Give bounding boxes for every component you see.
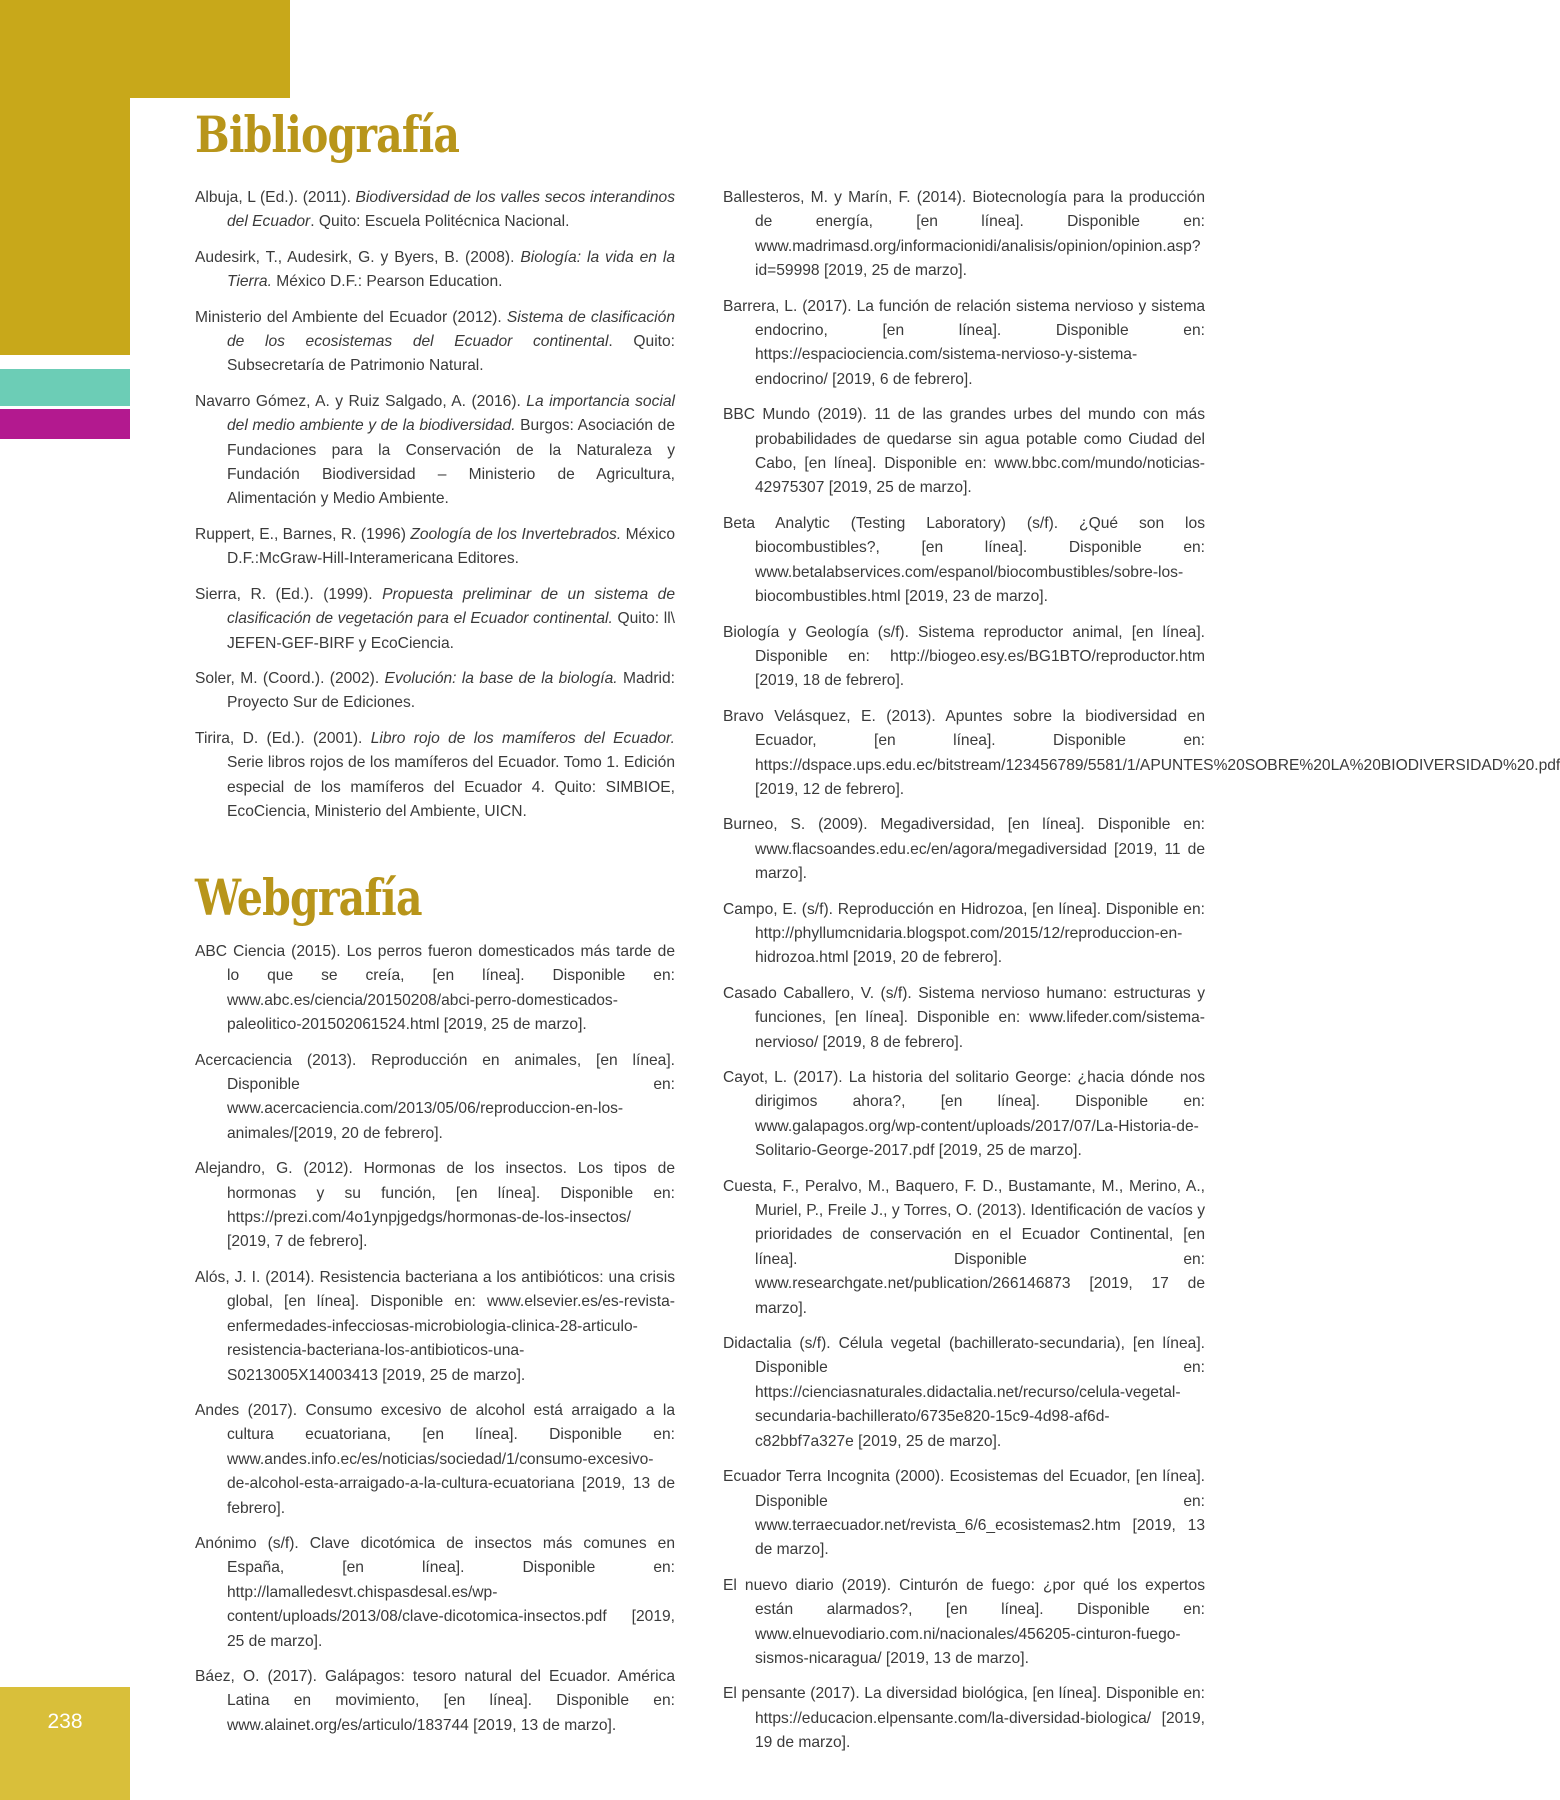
web-reference-entry: Cayot, L. (2017). La historia del solitario George: ¿hacia dónde nos dirigimos ahora?, [en línea]. Disponible en: www.galapagos.org/wp-content/uploads/2017/07/La-Historia-de-Solitario-George-2017.pdf [2019, 25 de marzo]. xyxy=(723,1069,1205,1160)
decorative-band-magenta xyxy=(0,409,130,439)
decorative-band-left xyxy=(0,0,130,355)
web-reference-entry: Burneo, S. (2009). Megadiversidad, [en línea]. Disponible en: www.flacsoandes.edu.ec/en/agora/megadiversidad [2019, 11 de marzo]. xyxy=(723,816,1205,883)
web-reference-entry: Barrera, L. (2017). La función de relación sistema nervioso y sistema endocrino, [en línea]. Disponible en: https://espaciociencia.com/sistema-nervioso-y-sistema-endocrino/ [2019, 6 de febrero]. xyxy=(723,297,1205,388)
webgrafia-list-left xyxy=(195,940,675,1749)
bibliography-entry: Ruppert, E., Barnes, R. (1996) Zoología de los Invertebrados. México D.F.:McGraw-Hill-Interamericana Editores. xyxy=(195,525,675,568)
web-reference-entry: Cuesta, F., Peralvo, M., Baquero, F. D., Bustamante, M., Merino, A., Muriel, P., Freile J., y Torres, O. (2013). Identificación de vacíos y prioridades de conservación en el Ecuador Continental, [en línea]. Disponible en: www.researchgate.net/publication/266146873 [2019, 17 de marzo]. xyxy=(723,1177,1205,1317)
bibliografia-heading: Bibliografía xyxy=(195,105,460,164)
bibliografia-list xyxy=(195,186,675,835)
web-reference-entry: Didactalia (s/f). Célula vegetal (bachillerato-secundaria), [en línea]. Disponible en: https://cienciasnaturales.didactalia.net/recurso/celula-vegetal-secundaria-bachillerato/6735e820-15c9-4d98-af6d-c82bbf7a327e [2019, 25 de marzo]. xyxy=(723,1335,1205,1450)
web-reference-entry: Bravo Velásquez, E. (2013). Apuntes sobre la biodiversidad en Ecuador, [en línea]. Disponible en: https://dspace.ups.edu.ec/bitstream/123456789/5581/1/APUNTES%20SOBRE%20LA%20BIODIVERSIDAD%20.pdf [2019, 12 de febrero]. xyxy=(723,707,1560,798)
page-number: 238 xyxy=(47,1710,83,1733)
web-reference-entry: BBC Mundo (2019). 11 de las grandes urbes del mundo con más probabilidades de quedarse sin agua potable como Ciudad del Cabo, [en línea]. Disponible en: www.bbc.com/mundo/noticias-42975307 [2019, 25 de marzo]. xyxy=(723,406,1205,497)
bibliography-entry: Soler, M. (Coord.). (2002). Evolución: la base de la biología. Madrid: Proyecto Sur de Ediciones. xyxy=(195,669,675,712)
web-reference-entry: Biología y Geología (s/f). Sistema reproductor animal, [en línea]. Disponible en: http://biogeo.esy.es/BG1BTO/reproductor.htm [2019, 18 de febrero]. xyxy=(723,623,1205,690)
decorative-band-teal xyxy=(0,369,130,406)
bibliography-entry: Albuja, L (Ed.). (2011). Biodiversidad de los valles secos interandinos del Ecuador. Quito: Escuela Politécnica Nacional. xyxy=(195,189,675,231)
web-reference-entry: Alejandro, G. (2012). Hormonas de los insectos. Los tipos de hormonas y su función, [en línea]. Disponible en: https://prezi.com/4o1ynpjgedgs/hormonas-de-los-insectos/ [2019, 7 de febrero]. xyxy=(195,1160,675,1251)
web-reference-entry: Casado Caballero, V. (s/f). Sistema nervioso humano: estructuras y funciones, [en línea]. Disponible en: www.lifeder.com/sistema-nervioso/ [2019, 8 de febrero]. xyxy=(723,984,1205,1051)
web-reference-entry: Beta Analytic (Testing Laboratory) (s/f). ¿Qué son los biocombustibles?, [en línea]. Disponible en: www.betalabservices.com/espanol/biocombustibles/sobre-los-biocombustibles.html [2019, 23 de marzo]. xyxy=(723,514,1205,606)
web-reference-entry: El nuevo diario (2019). Cinturón de fuego: ¿por qué los expertos están alarmados?, [en línea]. Disponible en: www.elnuevodiario.com.ni/nacionales/456205-cinturon-fuego-sismos-nicaragua/ [2019, 13 de marzo]. xyxy=(723,1576,1205,1667)
web-reference-entry: Acercaciencia (2013). Reproducción en animales, [en línea]. Disponible en: www.acercaciencia.com/2013/05/06/reproduccion-en-los-animales/[2019, 20 de febrero]. xyxy=(195,1051,675,1142)
bibliography-entry: Ministerio del Ambiente del Ecuador (2012). Sistema de clasificación de los ecosistemas del Ecuador continental. Quito: Subsecretaría de Patrimonio Natural. xyxy=(195,308,675,375)
web-reference-entry: Ecuador Terra Incognita (2000). Ecosistemas del Ecuador, [en línea]. Disponible en: www.terraecuador.net/revista_6/6_ecosistemas2.htm [2019, 13 de marzo]. xyxy=(723,1468,1205,1559)
web-reference-entry: Andes (2017). Consumo excesivo de alcohol está arraigado a la cultura ecuatoriana, [en línea]. Disponible en: www.andes.info.ec/es/noticias/sociedad/1/consumo-excesivo-de-alcohol-esta-arraigado-a-la-cultura-ecuatoriana [2019, 13 de febrero]. xyxy=(195,1401,675,1517)
webgrafia-heading: Webgrafía xyxy=(195,868,422,927)
web-reference-entry: Alós, J. I. (2014). Resistencia bacteriana a los antibióticos: una crisis global, [en línea]. Disponible en: www.elsevier.es/es-revista-enfermedades-infecciosas-microbiologia-clinica-28-articulo-resistencia-bacteriana-los-antibioticos-una-S0213005X14003413 [2019, 25 de marzo]. xyxy=(195,1268,675,1384)
web-reference-entry: ABC Ciencia (2015). Los perros fueron domesticados más tarde de lo que se creía, [en línea]. Disponible en: www.abc.es/ciencia/20150208/abci-perro-domesticados-paleolitico-201502061524.html [2019, 25 de marzo]. xyxy=(195,943,675,1034)
bibliography-entry: Audesirk, T., Audesirk, G. y Byers, B. (2008). Biología: la vida en la Tierra. México D.F.: Pearson Education. xyxy=(195,248,675,291)
web-reference-entry: Campo, E. (s/f). Reproducción en Hidrozoa, [en línea]. Disponible en: http://phyllumcnidaria.blogspot.com/2015/12/reproduccion-en-hidrozoa.html [2019, 20 de febrero]. xyxy=(723,900,1205,967)
webgrafia-list-right xyxy=(723,186,1560,1767)
web-reference-entry: Ballesteros, M. y Marín, F. (2014). Biotecnología para la producción de energía, [en línea]. Disponible en: www.madrimasd.org/informacionidi/analisis/opinion/opinion.asp?id=59998 [2019, 25 de marzo]. xyxy=(723,189,1205,280)
web-reference-entry: El pensante (2017). La diversidad biológica, [en línea]. Disponible en: https://educacion.elpensante.com/la-diversidad-biologica/ [2019, 19 de marzo]. xyxy=(723,1685,1205,1752)
bibliography-entry: Tirira, D. (Ed.). (2001). Libro rojo de los mamíferos del Ecuador. Serie libros rojos de los mamíferos del Ecuador. Tomo 1. Edición especial de los mamíferos del Ecuador 4. Quito: SIMBIOE, EcoCiencia, Ministerio del Ambiente, UICN. xyxy=(195,729,675,820)
page-number-band xyxy=(0,1687,130,1800)
web-reference-entry: Anónimo (s/f). Clave dicotómica de insectos más comunes en España, [en línea]. Disponible en: http://lamalledesvt.chispasdesal.es/wp-content/uploads/2013/08/clave-dicotomica-insectos.pdf [2019, 25 de marzo]. xyxy=(195,1534,675,1650)
bibliography-entry: Navarro Gómez, A. y Ruiz Salgado, A. (2016). La importancia social del medio ambiente y de la biodiversidad. Burgos: Asociación de Fundaciones para la Conservación de la Naturaleza y Fundación Biodiversidad – Ministerio de Agricultura, Alimentación y Medio Ambiente. xyxy=(195,392,675,508)
bibliography-entry: Sierra, R. (Ed.). (1999). Propuesta preliminar de un sistema de clasificación de vegetación para el Ecuador continental. Quito: ll\ JEFEN-GEF-BIRF y EcoCiencia. xyxy=(195,585,676,652)
web-reference-entry: Báez, O. (2017). Galápagos: tesoro natural del Ecuador. América Latina en movimiento, [en línea]. Disponible en: www.alainet.org/es/articulo/183744 [2019, 13 de marzo]. xyxy=(195,1667,675,1734)
